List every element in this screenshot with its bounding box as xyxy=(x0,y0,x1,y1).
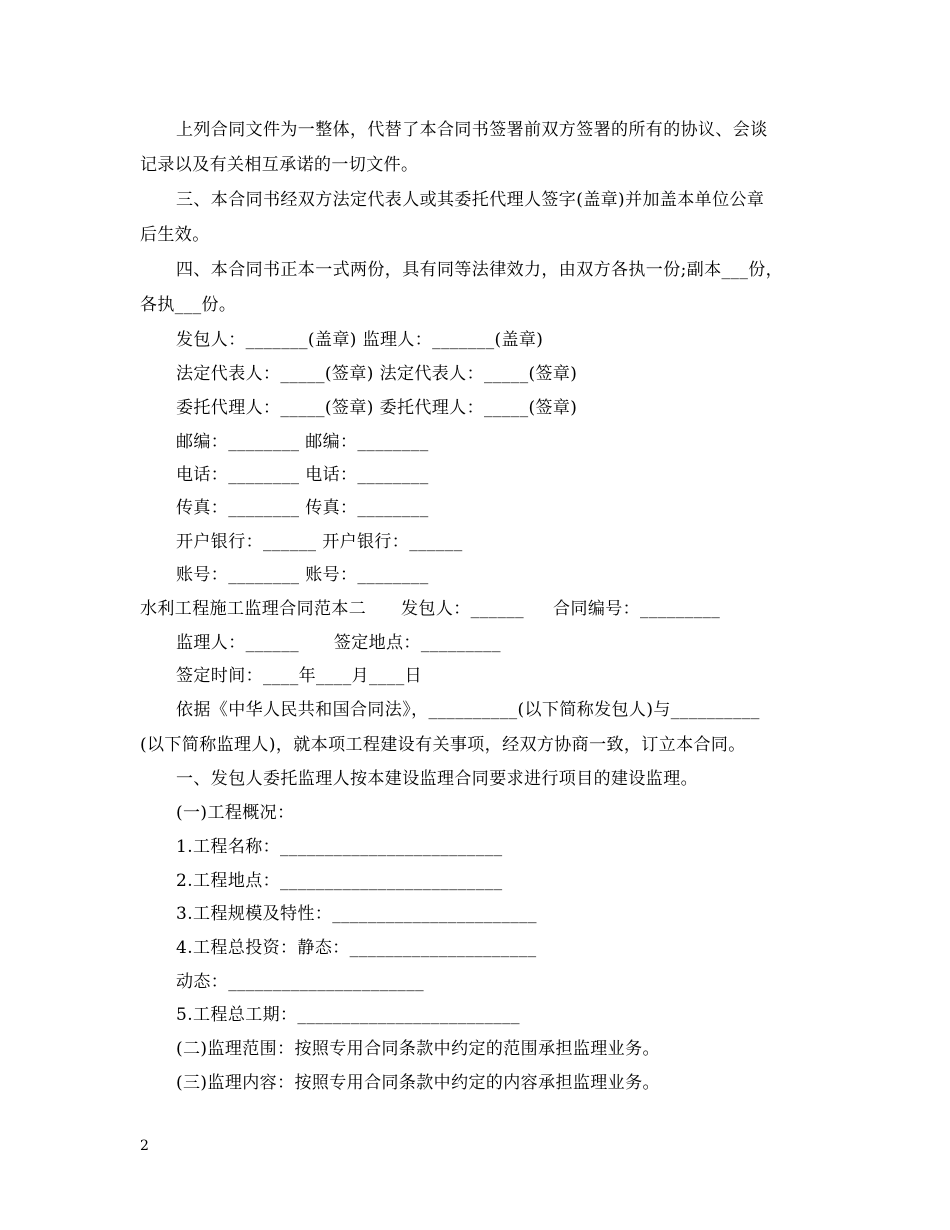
list-item: 4.工程总投资：静态：_____________________ xyxy=(176,938,537,958)
list-item: 5.工程总工期：_________________________ xyxy=(176,1005,520,1025)
list-item: 动态：______________________ xyxy=(176,972,424,992)
signature-line-agent: 委托代理人：_____(签章) 委托代理人：_____(签章) xyxy=(176,398,578,418)
subsection-heading: (二)监理范围：按照专用合同条款中约定的范围承担监理业务。 xyxy=(176,1039,660,1059)
paragraph-line: 依据《中华人民共和国合同法》，__________(以下简称发包人)与__________ xyxy=(176,700,760,720)
postcode-line: 邮编：________ 邮编：________ xyxy=(176,432,429,452)
signature-line-legal-rep: 法定代表人：_____(签章) 法定代表人：_____(签章) xyxy=(176,364,578,384)
paragraph-line: 记录以及有关相互承诺的一切文件。 xyxy=(140,155,419,175)
list-item: 3.工程规模及特性：_______________________ xyxy=(176,904,537,924)
subsection-heading: (一)工程概况： xyxy=(176,803,295,823)
paragraph-line: (以下简称监理人)，就本项工程建设有关事项，经双方协商一致，订立本合同。 xyxy=(140,735,746,755)
paragraph-line: 后生效。 xyxy=(140,225,210,245)
paragraph-line: 四、本合同书正本一式两份，具有同等法律效力，由双方各执一份;副本___份， xyxy=(176,260,784,280)
paragraph-line: 上列合同文件为一整体，代替了本合同书签署前双方签署的所有的协议、会谈 xyxy=(176,120,768,140)
paragraph-line: 各执___份。 xyxy=(140,295,237,315)
supervisor-location-line: 监理人：______ 签定地点：_________ xyxy=(176,633,501,653)
page-number: 2 xyxy=(140,1138,149,1154)
section-heading: 一、发包人委托监理人按本建设监理合同要求进行项目的建设监理。 xyxy=(176,769,698,789)
signing-date-line: 签定时间：____年____月____日 xyxy=(176,666,422,686)
account-line: 账号：________ 账号：________ xyxy=(176,565,429,585)
paragraph-line: 三、本合同书经双方法定代表人或其委托代理人签字(盖章)并加盖本单位公章 xyxy=(176,190,765,210)
fax-line: 传真：________ 传真：________ xyxy=(176,498,429,518)
list-item: 2.工程地点：_________________________ xyxy=(176,871,503,891)
signature-line-party: 发包人：_______(盖章) 监理人：_______(盖章) xyxy=(176,330,544,350)
list-item: 1.工程名称：_________________________ xyxy=(176,837,503,857)
bank-line: 开户银行：______ 开户银行：______ xyxy=(176,532,463,552)
phone-line: 电话：________ 电话：________ xyxy=(176,465,429,485)
contract-title-line: 水利工程施工监理合同范本二 发包人：______ 合同编号：_________ xyxy=(140,599,721,619)
subsection-heading: (三)监理内容：按照专用合同条款中约定的内容承担监理业务。 xyxy=(176,1073,660,1093)
